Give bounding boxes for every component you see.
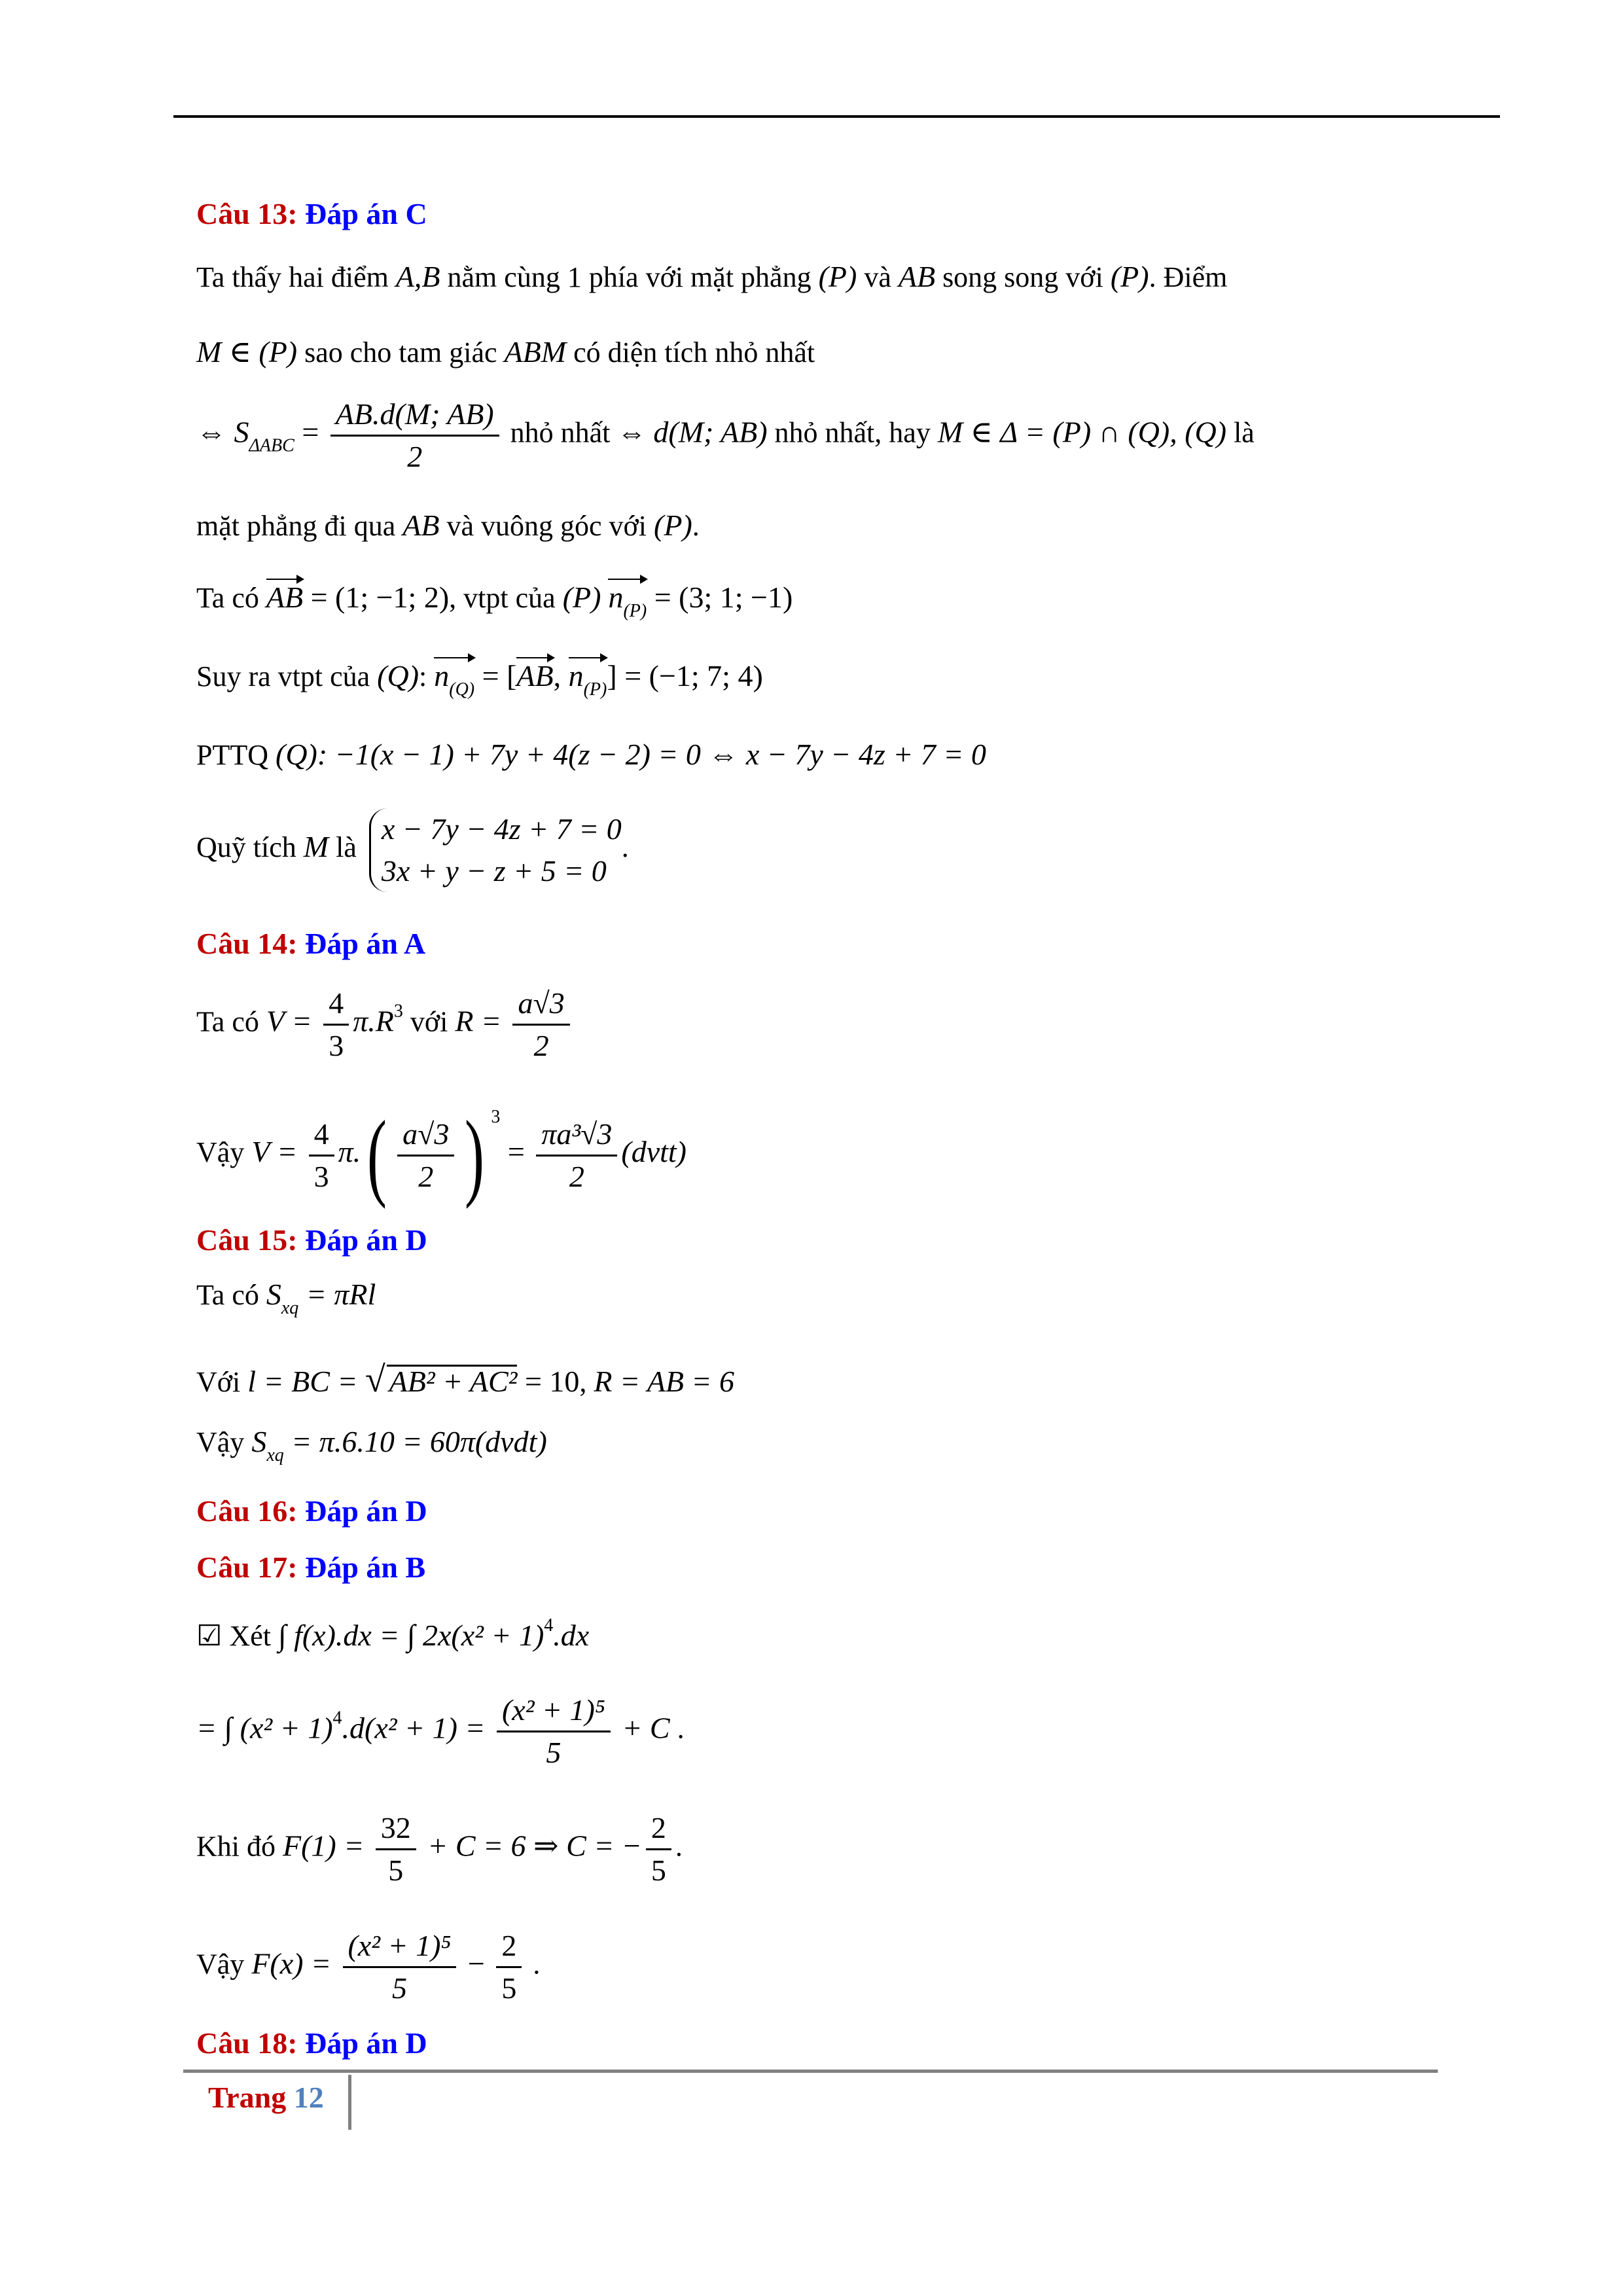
math: (Q): −1(x − 1) + 7y + 4(z − 2) = 0 ⇔ x − 7y − 4z + 7 = 0 <box>276 738 986 771</box>
text: là <box>1226 416 1255 449</box>
math-sub: (Q) <box>449 679 475 700</box>
math-sup: 3 <box>491 1107 501 1128</box>
math: = <box>294 415 327 449</box>
vector: AB <box>266 581 304 614</box>
q18-number: Câu 18: <box>196 2026 298 2060</box>
math-sub: (P) <box>583 679 607 700</box>
text: , vtpt của <box>449 582 563 614</box>
denominator: 5 <box>501 1971 517 2005</box>
q17-heading <box>196 1550 425 1585</box>
math-sub: xq <box>266 1445 284 1465</box>
q15-line3 <box>196 1427 547 1465</box>
q13-line3 <box>196 399 1255 472</box>
text: . <box>669 1712 685 1745</box>
math: + C <box>614 1711 670 1745</box>
math: l = BC = <box>247 1365 365 1398</box>
math: M ∈ (P) <box>196 335 298 368</box>
text: . <box>526 1948 541 1981</box>
equation: 3x + y − z + 5 = 0 <box>381 854 607 888</box>
numerator: 2 <box>646 1813 671 1850</box>
text: Quỹ tích <box>196 831 304 864</box>
denominator: 5 <box>546 1736 562 1769</box>
math: ABM <box>504 335 567 368</box>
numerator: (x² + 1)⁵ <box>497 1695 611 1732</box>
text: Với <box>196 1366 248 1398</box>
math: (P) <box>818 260 857 293</box>
text: và <box>857 261 899 293</box>
math-sup: 4 <box>332 1708 342 1729</box>
paren: ) <box>465 1101 485 1210</box>
vector <box>434 661 474 699</box>
q15-heading <box>196 1223 427 1257</box>
denominator: 2 <box>569 1159 584 1193</box>
numerator: 4 <box>323 988 349 1026</box>
q13-line1 <box>196 262 1227 292</box>
math: ⇔ S <box>196 415 249 449</box>
fraction <box>323 988 349 1061</box>
math: (Q) <box>377 659 419 692</box>
math: π. <box>338 1135 361 1169</box>
text: Khi đó <box>196 1830 283 1863</box>
text: . Điểm <box>1149 261 1228 293</box>
math: = [ <box>474 659 517 692</box>
math: n <box>608 581 624 614</box>
q17-line3 <box>196 1813 683 1886</box>
q15-answer: Đáp án D <box>305 1223 427 1257</box>
q13-line8 <box>196 808 629 892</box>
math: AB <box>402 509 440 542</box>
text: Vậy <box>196 1948 252 1981</box>
math: V = <box>266 1004 320 1038</box>
sqrt-content: AB² + AC² <box>387 1365 518 1397</box>
math-sup: 4 <box>544 1615 554 1636</box>
numerator: 4 <box>309 1119 334 1157</box>
text: nằm cùng 1 phía với mặt phẳng <box>440 261 819 293</box>
text: sao cho tam giác <box>297 336 505 368</box>
q13-answer: Đáp án C <box>305 197 427 230</box>
text: có diện tích nhỏ nhất <box>566 336 815 368</box>
numerator: AB.d(M; AB) <box>330 399 499 437</box>
math: M <box>303 830 329 864</box>
text: PTTQ <box>196 739 276 771</box>
q17-line4 <box>196 1931 540 2003</box>
text: nhỏ nhất, hay <box>767 416 938 449</box>
math: M ∈ Δ = (P) ∩ (Q), (Q) <box>937 415 1227 449</box>
text: nhỏ nhất ⇔ <box>503 416 654 449</box>
text: Ta có <box>196 1005 266 1038</box>
math: ] = (−1; 7; 4) <box>607 659 763 692</box>
math: = π.6.10 = 60π(dvdt) <box>283 1425 547 1458</box>
math: = ∫ (x² + 1) <box>196 1711 333 1745</box>
q13-line2 <box>196 337 815 367</box>
math-sub: xq <box>281 1298 299 1318</box>
vector: AB <box>516 659 554 692</box>
page-number <box>208 2080 324 2115</box>
denominator: 5 <box>391 1971 407 2005</box>
numerator: a√3 <box>512 988 569 1026</box>
math: (P) <box>562 581 601 614</box>
text: là <box>329 831 364 864</box>
q17-number: Câu 17: <box>196 1551 298 1584</box>
fraction <box>330 399 499 472</box>
text: Vậy <box>196 1426 252 1458</box>
fraction <box>497 1695 611 1768</box>
text: . <box>692 510 700 542</box>
math-sup: 3 <box>393 1001 403 1022</box>
math: S <box>266 1278 281 1311</box>
q16-number: Câu 16: <box>196 1494 298 1528</box>
q17-answer: Đáp án B <box>305 1551 426 1584</box>
math: .d(x² + 1) = <box>342 1711 493 1745</box>
q16-heading <box>196 1494 427 1528</box>
math-sub: (P) <box>623 601 647 621</box>
math: = 10 <box>517 1365 580 1398</box>
q14-answer: Đáp án A <box>305 927 426 960</box>
fraction <box>376 1813 416 1886</box>
math: F(x) = <box>251 1946 339 1981</box>
q13-line4 <box>196 511 700 541</box>
text: song song với <box>935 261 1111 293</box>
q14-line2 <box>196 1101 687 1210</box>
equation-system <box>369 808 622 892</box>
text: với <box>402 1005 455 1038</box>
numerator: πa³√3 <box>536 1119 617 1157</box>
header-rule <box>173 115 1500 118</box>
text: Vậy <box>196 1136 252 1169</box>
q18-heading <box>196 2026 427 2060</box>
denominator: 2 <box>418 1159 434 1193</box>
math: V = <box>251 1135 305 1169</box>
checkbox-icon: ☑ <box>196 1620 223 1652</box>
text: Suy ra vtpt của <box>196 660 378 692</box>
math: (dvtt) <box>621 1135 687 1169</box>
math: ∫ f(x).dx = ∫ 2x(x² + 1) <box>277 1619 544 1652</box>
text: , <box>579 1366 594 1398</box>
page-num: 12 <box>293 2081 324 2114</box>
denominator: 2 <box>533 1029 549 1062</box>
numerator: 32 <box>376 1813 416 1850</box>
equation: x − 7y − 4z + 7 = 0 <box>381 812 622 846</box>
q13-heading <box>196 196 427 231</box>
q13-line5 <box>196 583 793 620</box>
math: , <box>553 659 569 692</box>
fraction <box>309 1119 334 1192</box>
math: S <box>251 1425 267 1458</box>
footer-rule <box>183 2070 1438 2073</box>
text: Ta có <box>196 582 266 614</box>
fraction <box>397 1119 454 1192</box>
math: F(1) = <box>283 1829 372 1863</box>
denominator: 3 <box>313 1159 329 1193</box>
denominator: 3 <box>329 1029 344 1062</box>
q13-number: Câu 13: <box>196 197 298 230</box>
numerator: a√3 <box>397 1119 454 1157</box>
q13-line6 <box>196 661 763 699</box>
q14-heading <box>196 926 425 961</box>
paren: ( <box>367 1101 387 1210</box>
math: = (3; 1; −1) <box>647 581 793 614</box>
math: n <box>568 659 584 692</box>
math: d(M; AB) <box>653 415 768 449</box>
math: .dx <box>553 1619 590 1652</box>
math: (P) <box>654 509 692 542</box>
text: và vuông góc với <box>439 510 654 542</box>
text: Xét <box>222 1620 278 1652</box>
fraction <box>536 1119 617 1192</box>
q17-line2 <box>196 1695 685 1768</box>
math: n <box>434 659 450 692</box>
math-sub: ΔABC <box>249 435 294 456</box>
numerator: (x² + 1)⁵ <box>343 1931 457 1968</box>
q17-line1 <box>196 1617 589 1651</box>
fraction <box>496 1931 522 2003</box>
denominator: 5 <box>388 1854 404 1887</box>
math: R = AB = 6 <box>594 1365 734 1398</box>
text: . <box>621 831 629 864</box>
page-label: Trang <box>208 2081 287 2114</box>
math: + C = 6 ⇒ C = − <box>419 1829 642 1863</box>
text: Ta có <box>196 1279 266 1311</box>
q16-answer: Đáp án D <box>305 1494 427 1528</box>
math: − <box>460 1946 493 1981</box>
q15-number: Câu 15: <box>196 1223 298 1257</box>
footer-divider <box>348 2075 351 2130</box>
text: : <box>419 660 435 692</box>
math: (P) <box>1110 260 1149 293</box>
fraction <box>343 1931 457 2003</box>
q15-line2 <box>196 1361 734 1398</box>
q18-answer: Đáp án D <box>305 2026 427 2060</box>
math: = πRl <box>298 1278 376 1311</box>
q13-line7 <box>196 740 986 770</box>
q15-line1 <box>196 1280 376 1318</box>
fraction <box>646 1813 671 1886</box>
q14-number: Câu 14: <box>196 927 298 960</box>
math: π.R <box>353 1004 394 1038</box>
denominator: 5 <box>651 1854 666 1887</box>
vector <box>569 661 607 699</box>
math: = <box>500 1135 533 1169</box>
vector <box>608 583 647 620</box>
text: Ta thấy hai điểm <box>196 261 396 293</box>
math: R = <box>455 1004 509 1038</box>
math: = (1; −1; 2) <box>303 581 450 614</box>
numerator: 2 <box>496 1931 522 1968</box>
q14-line1 <box>196 988 574 1061</box>
sqrt-sign: √ <box>365 1359 385 1400</box>
text: mặt phẳng đi qua <box>196 510 403 542</box>
denominator: 2 <box>407 440 423 473</box>
fraction <box>512 988 569 1061</box>
text: . <box>675 1830 683 1863</box>
math: AB <box>898 260 936 293</box>
math: A,B <box>395 260 440 293</box>
